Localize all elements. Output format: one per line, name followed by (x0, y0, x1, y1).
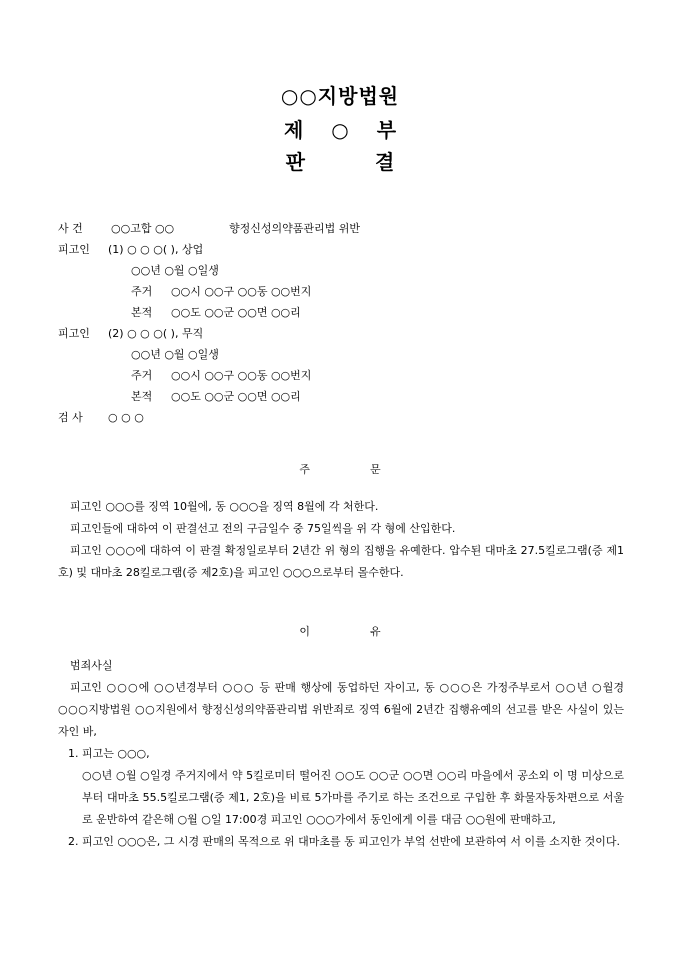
case-number: ○○고합 ○○ (111, 222, 175, 235)
division-char: ○ (331, 118, 349, 142)
reasons-heading-char: 이 (299, 625, 310, 638)
doc-type-char: 판 (285, 150, 305, 174)
case-label: 사 건 (58, 222, 83, 235)
prosecutor-label: 검 사 (58, 411, 83, 424)
defendant2-origin-label: 본적 (131, 390, 153, 403)
doc-type-char: 결 (375, 150, 395, 174)
order-heading-char: 주 (299, 463, 310, 476)
order-line: 피고인 ○○○에 대하여 이 판결 확정일로부터 2년간 위 형의 집행을 유예한다. 압수된 대마초 27.5킬로그램(증 제1호) 및 대마초 28킬로그램(증 제2호)을 피고인 ○○○으로부터 몰수한다. (58, 544, 624, 579)
defendant2-name: (2) ○ ○ ○( ), 무직 (108, 327, 204, 340)
defendant1-origin-label: 본적 (131, 306, 153, 319)
order-heading-char: 문 (370, 463, 381, 476)
division-char: 부 (376, 118, 397, 142)
defendant2-address: ○○시 ○○구 ○○동 ○○번지 (171, 369, 312, 382)
defendant2-birth: ○○년 ○월 ○일생 (131, 348, 219, 361)
order-line: 피고인들에 대하여 이 판결선고 전의 구금일수 중 75일씩을 위 각 형에 산입한다. (70, 522, 456, 535)
case-charge: 향정신성의약품관리법 위반 (229, 222, 361, 235)
defendant2-origin: ○○도 ○○군 ○○면 ○○리 (171, 390, 301, 403)
defendant1-birth: ○○년 ○월 ○일생 (131, 264, 219, 277)
reasons-body (58, 655, 624, 853)
facts-item1-label: 1. 피고는 ○○○, (68, 747, 150, 760)
order-line: 피고인 ○○○를 징역 10월에, 동 ○○○을 징역 8월에 각 처한다. (70, 500, 379, 513)
defendant1-name: (1) ○ ○ ○( ), 상업 (108, 243, 204, 256)
document-type-title (0, 146, 680, 175)
prosecutor-name: ○ ○ ○ (108, 411, 144, 424)
facts-item2: 2. 피고인 ○○○은, 그 시경 판매의 목적으로 위 대마초를 동 피고인가 부엌 선반에 보관하여 서 이를 소지한 것이다. (68, 835, 621, 848)
defendant1-address-label: 주거 (131, 285, 153, 298)
reasons-heading (0, 623, 680, 639)
facts-item1-body: ○○년 ○월 ○일경 주거지에서 약 5킬로미터 떨어진 ○○도 ○○군 ○○면 ○○리 마을에서 공소외 이 명 미상으로부터 대마초 55.5킬로그램(증 제1, 2호)을 비료 5가마를 주기로 하는 조건으로 구입한 후 화물자동차편으로 서울로 운반하여 같은해 ○월 ○일 17:00경 피고인 ○○○가에서 동인에게 이를 대금 ○○원에 판매하고, (82, 769, 624, 826)
division-title (0, 114, 680, 143)
court-title: ○○지방법원 (280, 84, 400, 108)
division-char: 제 (283, 118, 304, 142)
reasons-heading-char: 유 (370, 625, 381, 638)
facts-subheading: 범죄사실 (70, 659, 113, 672)
defendant1-address: ○○시 ○○구 ○○동 ○○번지 (171, 285, 312, 298)
defendant1-origin: ○○도 ○○군 ○○면 ○○리 (171, 306, 301, 319)
order-body (58, 496, 624, 584)
order-heading (0, 461, 680, 477)
defendant2-label: 피고인 (58, 327, 90, 340)
defendant2-address-label: 주거 (131, 369, 153, 382)
facts-intro: 피고인 ○○○에 ○○년경부터 ○○○ 등 판매 행상에 동업하던 자이고, 동 ○○○은 가정주부로서 ○○년 ○월경 ○○○지방법원 ○○지원에서 향정신성의약품관리법 위반죄로 징역 6월에 2년간 집행유예의 선고를 받은 사실이 있는 자인 바, (58, 681, 624, 738)
defendant1-label: 피고인 (58, 243, 90, 256)
